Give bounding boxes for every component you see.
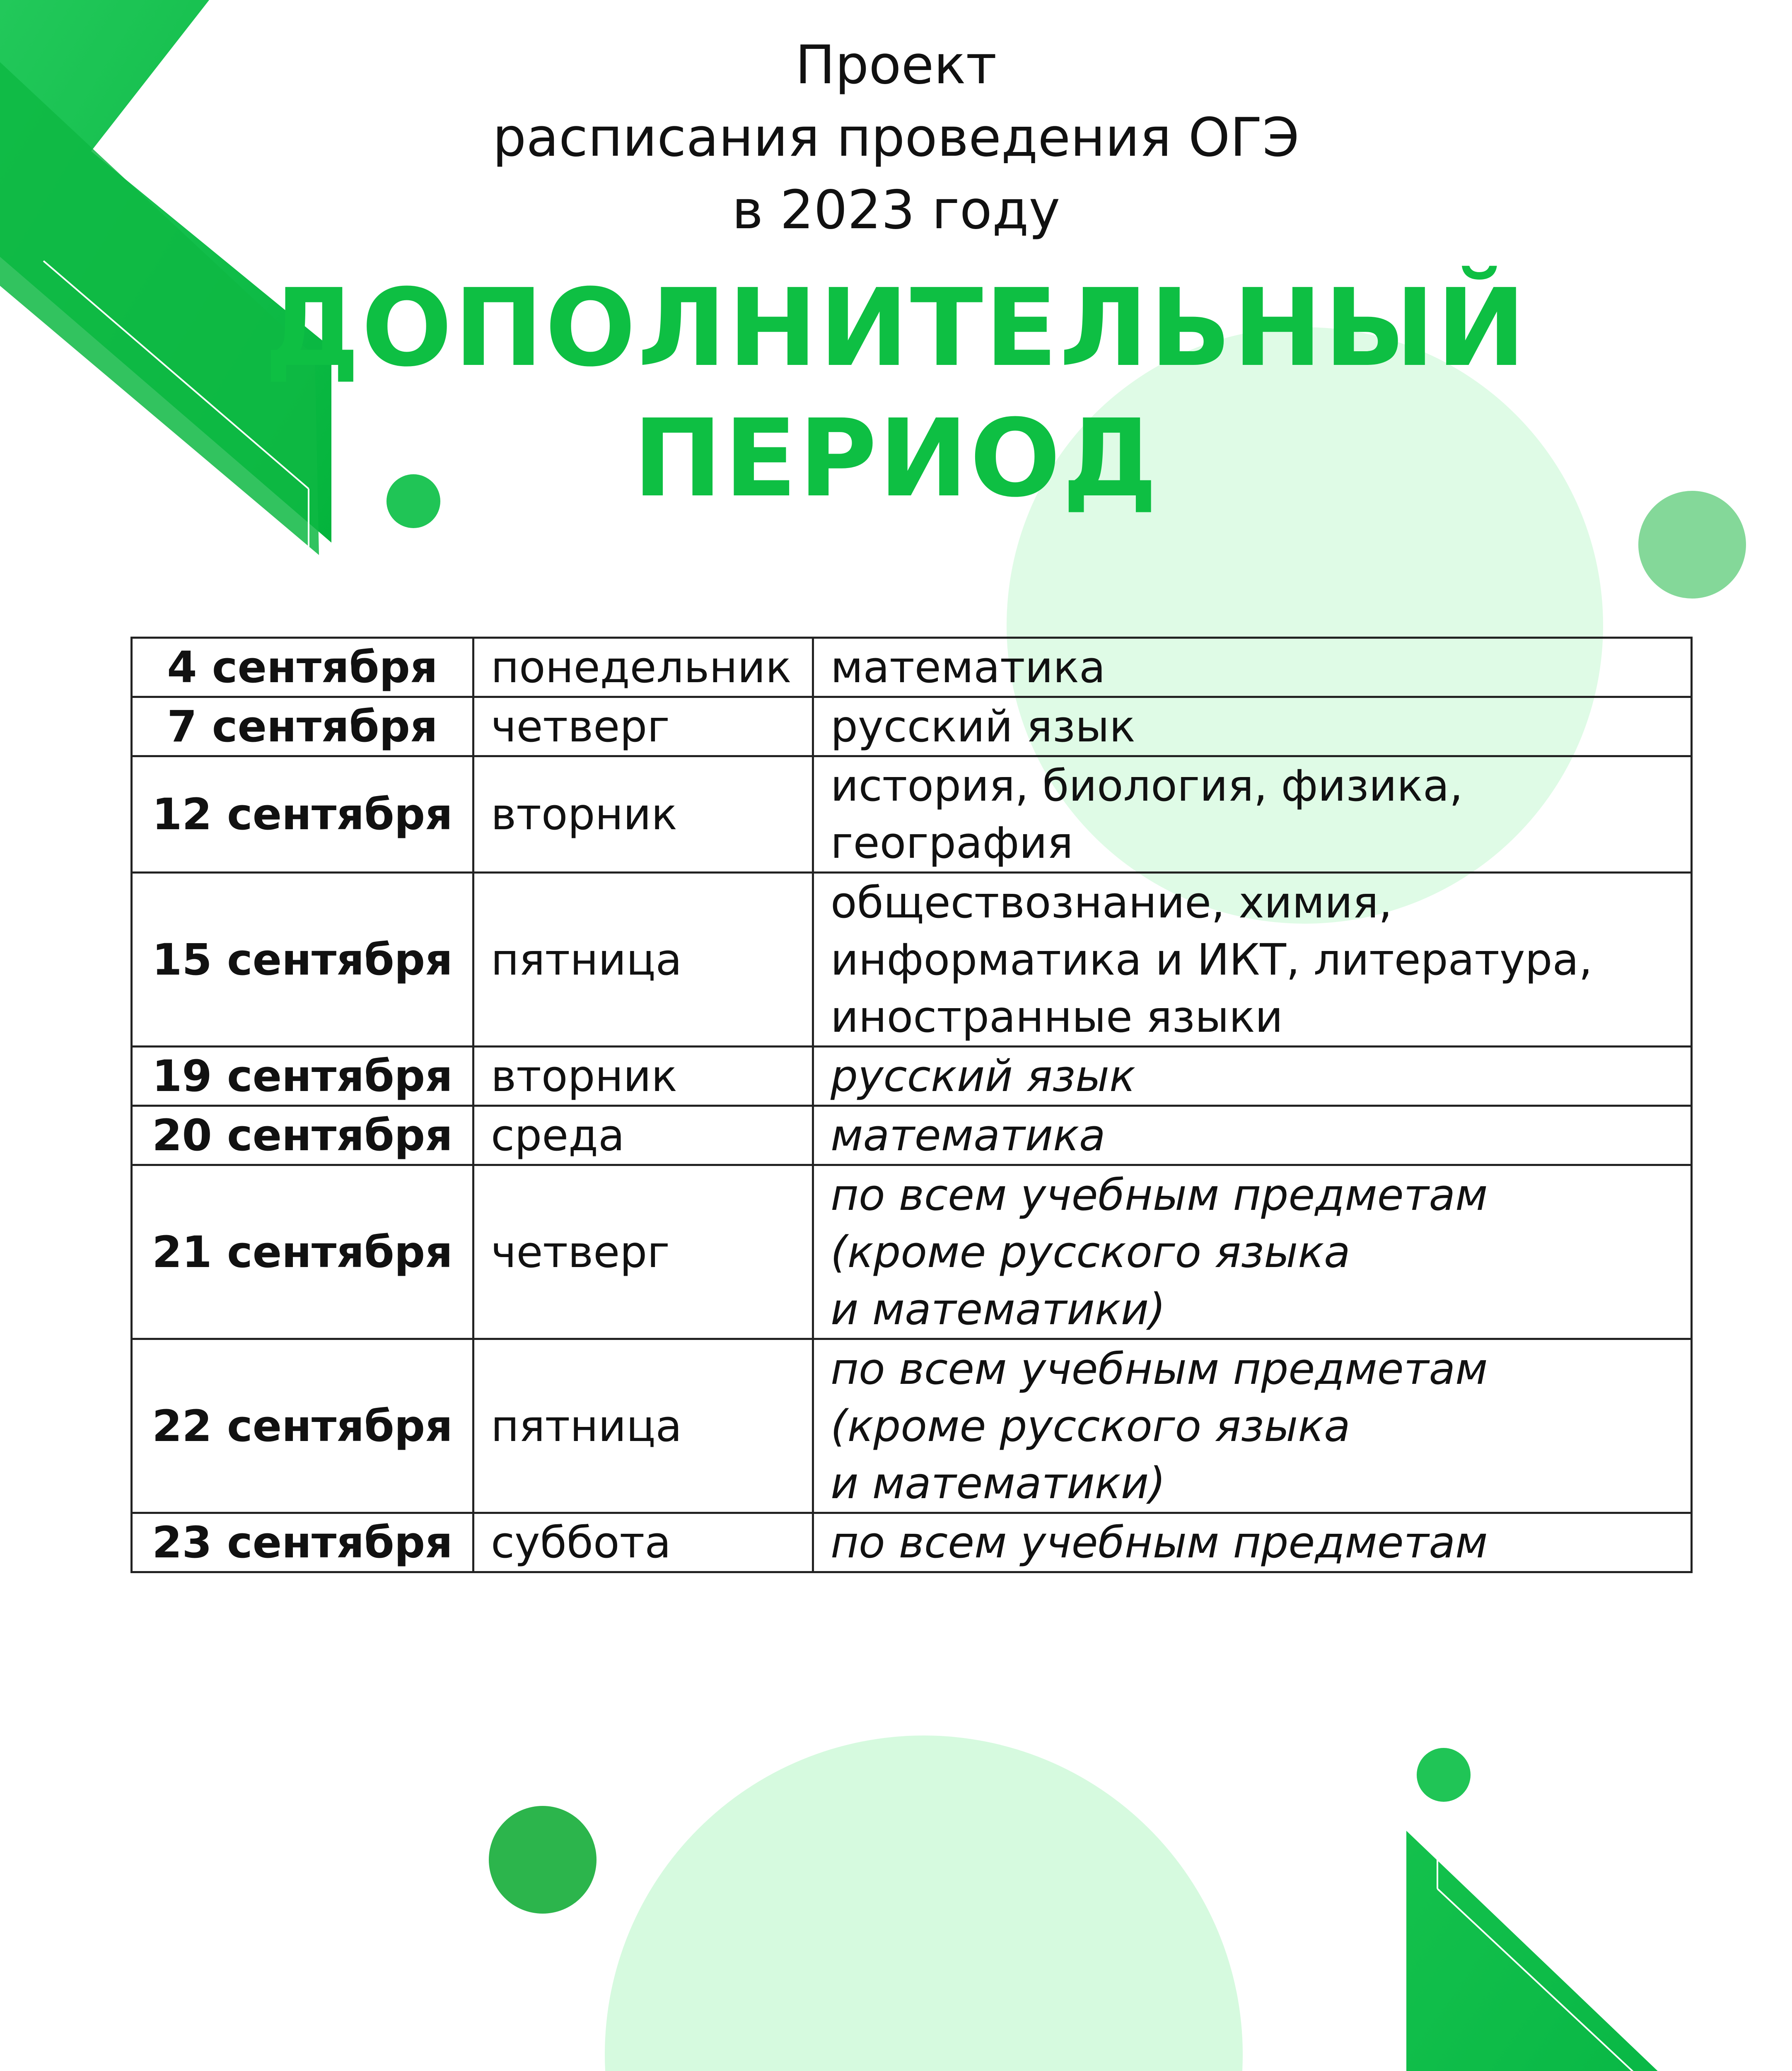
subject-line: (кроме русского языка (831, 1400, 1350, 1451)
weekday-cell: понедельник (473, 638, 813, 697)
subject-line: русский язык (831, 1051, 1135, 1101)
subject-cell (813, 873, 1692, 1047)
subject-cell (813, 1165, 1692, 1339)
date-cell: 20 сентября (132, 1106, 473, 1165)
table-row (132, 873, 1692, 1047)
weekday-cell: вторник (473, 1047, 813, 1106)
green-circle-bottom-left (489, 1806, 597, 1914)
table-row (132, 697, 1692, 756)
table-row (132, 1047, 1692, 1106)
table-row (132, 1339, 1692, 1513)
weekday-cell: суббота (473, 1513, 813, 1572)
subject-line: по всем учебным предметам (831, 1343, 1488, 1394)
subject-line: (кроме русского языка (831, 1226, 1350, 1277)
subtitle (0, 29, 1792, 246)
subject-line: и математики) (831, 1284, 1166, 1335)
subject-line: обществознание, химия, (831, 877, 1392, 928)
subject-line: по всем учебным предметам (831, 1517, 1488, 1568)
subject-line: информатика и ИКТ, литература, (831, 934, 1593, 985)
date-cell: 4 сентября (132, 638, 473, 697)
subject-cell (813, 1513, 1692, 1572)
weekday-cell: среда (473, 1106, 813, 1165)
subject-cell (813, 1047, 1692, 1106)
subject-line: иностранные языки (831, 991, 1283, 1042)
subtitle-line: расписания проведения ОГЭ (493, 107, 1299, 169)
title-block (0, 29, 1792, 524)
table-row (132, 1106, 1692, 1165)
table-row (132, 756, 1692, 873)
subject-line: математика (831, 642, 1106, 693)
subject-line: по всем учебным предметам (831, 1169, 1488, 1220)
subject-line: и математики) (831, 1458, 1166, 1509)
date-cell: 23 сентября (132, 1513, 473, 1572)
date-cell: 15 сентября (132, 873, 473, 1047)
small-green-circle-bottom (1417, 1748, 1471, 1802)
subject-cell (813, 1106, 1692, 1165)
table-row (132, 1513, 1692, 1572)
table-row (132, 638, 1692, 697)
weekday-cell: пятница (473, 1339, 813, 1513)
subject-cell (813, 1339, 1692, 1513)
weekday-cell: четверг (473, 1165, 813, 1339)
pale-circle-bottom (605, 1735, 1243, 2071)
weekday-cell: четверг (473, 697, 813, 756)
subject-cell (813, 756, 1692, 873)
weekday-cell: вторник (473, 756, 813, 873)
date-cell: 21 сентября (132, 1165, 473, 1339)
green-stripe-bottom-right (1406, 1831, 1792, 2071)
headline (0, 263, 1792, 524)
subject-cell (813, 697, 1692, 756)
table-row (132, 1165, 1692, 1339)
subject-line: математика (831, 1110, 1106, 1161)
date-cell: 22 сентября (132, 1339, 473, 1513)
headline-line: ДОПОЛНИТЕЛЬНЫЙ (264, 266, 1528, 390)
headline-line: ПЕРИОД (633, 396, 1159, 521)
subject-cell (813, 638, 1692, 697)
date-cell: 19 сентября (132, 1047, 473, 1106)
subject-line: география (831, 818, 1073, 868)
date-cell: 7 сентября (132, 697, 473, 756)
subject-line: история, биология, физика, (831, 760, 1463, 811)
subject-line: русский язык (831, 701, 1135, 752)
subtitle-line: Проект (795, 34, 997, 96)
subtitle-line: в 2023 году (732, 179, 1060, 241)
date-cell: 12 сентября (132, 756, 473, 873)
schedule-table (130, 637, 1693, 1573)
weekday-cell: пятница (473, 873, 813, 1047)
